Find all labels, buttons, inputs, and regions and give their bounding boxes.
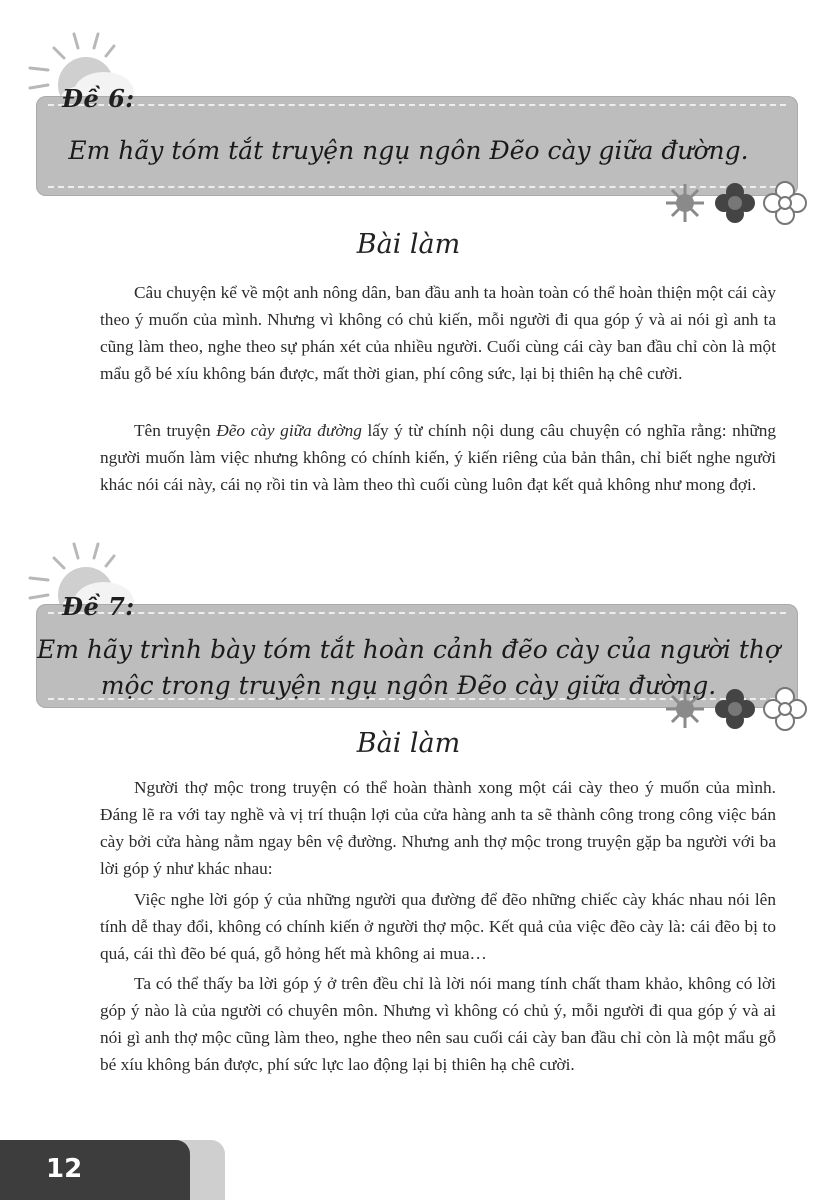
section-label: Đề 7: <box>62 592 135 621</box>
page-number: 12 <box>46 1154 83 1184</box>
paragraph: Tên truyện Đẽo cày giữa đường lấy ý từ chính nội dung câu chuyện có nghĩa rằng: những người muốn làm việc nhưng không có chính kiến, ý kiến riêng của bản thân, chỉ biết nghe người khác nói cái này, cái nọ rồi tin và làm theo thì cuối cùng luôn đạt kết quả không như mong đợi. <box>100 421 777 494</box>
section-label: Đề 6: <box>62 84 135 113</box>
flower-icon <box>660 684 810 734</box>
paragraph: Ta có thể thấy ba lời góp ý ở trên đều chỉ là lời nói mang tính chất tham khảo, không có lời góp ý nào là của người có chuyên môn. Nhưng vì không có chủ ý, mỗi người đi qua góp ý và ai nói gì anh thợ mộc cũng làm theo, nghe theo nên sau cuối cái cày ban đầu chỉ còn là một mẩu gỗ bé xíu không bán được, phí sức lực lao động lại bị thiên hạ chê cười. <box>100 974 776 1074</box>
answer-heading: Bài làm <box>356 229 461 260</box>
prompt-text: mộc trong truyện ngụ ngôn Đẽo cày giữa đường. <box>100 671 717 700</box>
paragraph: Người thợ mộc trong truyện có thể hoàn thành xong một cái cày theo ý muốn của mình. Đáng lẽ ra với tay nghề và vị trí thuận lợi của cửa hàng anh ta sẽ thành công trong công việc bán cày bởi cửa hàng nằm ngay bên vệ đường. Nhưng anh thợ mộc trong truyện gặp ba người với ba lời góp ý như khác nhau: <box>100 778 776 878</box>
answer-heading: Bài làm <box>356 728 461 759</box>
flower-icon <box>660 178 810 228</box>
prompt-text: Em hãy tóm tắt truyện ngụ ngôn Đẽo cày giữa đường. <box>68 136 749 165</box>
paragraph: Việc nghe lời góp ý của những người qua đường để đẽo những chiếc cày khác nhau nói lên tính dễ thay đổi, không có chính kiến ở người thợ mộc. Kết quả của việc đẽo cày là: cái đẽo bị to quá, cái thì đẽo bé quá, gỗ hỏng hết mà không ai mua… <box>100 890 776 963</box>
footer-bar-dark <box>0 1140 190 1200</box>
paragraph: Câu chuyện kể về một anh nông dân, ban đầu anh ta hoàn toàn có thể hoàn thiện một cái cày theo ý muốn của mình. Nhưng vì không có chủ kiến, mỗi người đi qua góp ý và ai nói gì anh ta cũng làm theo, nghe theo sự phán xét của nhiều người. Cuối cùng cái cày ban đầu chỉ còn là một mẩu gỗ bé xíu không bán được, mất thời gian, phí công sức, lại bị thiên hạ chê cười. <box>100 283 776 383</box>
prompt-text: Em hãy trình bày tóm tắt hoàn cảnh đẽo cày của người thợ <box>36 635 781 664</box>
